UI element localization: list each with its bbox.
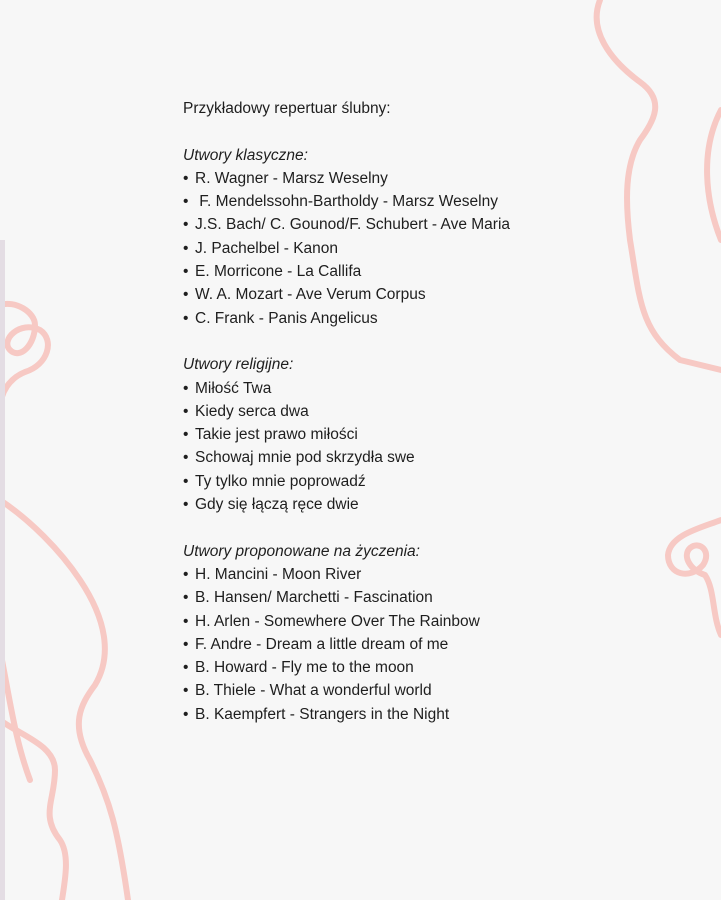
list-item: • Miłość Twa (183, 377, 683, 400)
bullet-icon: • (183, 169, 189, 187)
left-violin-bow-line (0, 650, 30, 780)
bullet-icon: • (183, 426, 189, 444)
left-violin-lower-outline (0, 500, 128, 900)
page-heading: Przykładowy repertuar ślubny: (183, 100, 391, 117)
list-item: • J.S. Bach/ C. Gounod/F. Schubert - Ave Maria (183, 213, 683, 236)
list-item: • F. Andre - Dream a little dream of me (183, 633, 683, 656)
list-item: • H. Arlen - Somewhere Over The Rainbow (183, 610, 683, 633)
left-violin-scroll-curl (0, 304, 48, 410)
bullet-icon: • (183, 682, 189, 700)
section-title-religious: Utwory religijne: (183, 356, 294, 374)
classical-list (183, 167, 683, 330)
left-violin-f-hole (0, 720, 66, 900)
section-title-requested: Utwory proponowane na życzenia: (183, 542, 420, 560)
list-item: • H. Mancini - Moon River (183, 563, 683, 586)
bullet-icon: • (183, 379, 189, 397)
right-violin-f-hole (707, 110, 721, 240)
bullet-icon: • (183, 659, 189, 677)
section-requested (183, 540, 683, 726)
list-item: • B. Hansen/ Marchetti - Fascination (183, 586, 683, 609)
list-item: • B. Howard - Fly me to the moon (183, 656, 683, 679)
left-edge-photo-strip (0, 240, 5, 900)
list-item: • Schowaj mnie pod skrzydła swe (183, 446, 683, 469)
list-item: • R. Wagner - Marsz Weselny (183, 167, 683, 190)
bullet-icon: • (183, 309, 189, 327)
list-item: • B. Kaempfert - Strangers in the Night (183, 703, 683, 726)
bullet-icon: • (183, 589, 189, 607)
bullet-icon: • (183, 286, 189, 304)
list-item: • Gdy się łączą ręce dwie (183, 493, 683, 516)
bullet-icon: • (183, 472, 189, 490)
list-item: • Takie jest prawo miłości (183, 423, 683, 446)
list-item: • E. Morricone - La Callifa (183, 260, 683, 283)
section-classical (183, 144, 683, 330)
bullet-icon: • (183, 216, 189, 234)
repertoire-content (183, 97, 683, 749)
list-item: • C. Frank - Panis Angelicus (183, 307, 683, 330)
religious-list (183, 377, 683, 517)
bullet-icon: • (183, 193, 189, 211)
bullet-icon: • (183, 496, 189, 514)
section-title-classical: Utwory klasyczne: (183, 146, 308, 164)
bullet-icon: • (183, 635, 189, 653)
bullet-icon: • (183, 263, 189, 281)
list-item: • B. Thiele - What a wonderful world (183, 679, 683, 702)
list-item: • F. Mendelssohn-Bartholdy - Marsz Weselny (183, 190, 683, 213)
section-religious (183, 353, 683, 516)
bullet-icon: • (183, 449, 189, 467)
list-item: • J. Pachelbel - Kanon (183, 237, 683, 260)
bullet-icon: • (183, 239, 189, 257)
bullet-icon: • (183, 402, 189, 420)
list-item: • Kiedy serca dwa (183, 400, 683, 423)
list-item: • W. A. Mozart - Ave Verum Corpus (183, 283, 683, 306)
bullet-icon: • (183, 565, 189, 583)
list-item: • Ty tylko mnie poprowadź (183, 470, 683, 493)
requested-list (183, 563, 683, 726)
bullet-icon: • (183, 705, 189, 723)
bullet-icon: • (183, 612, 189, 630)
